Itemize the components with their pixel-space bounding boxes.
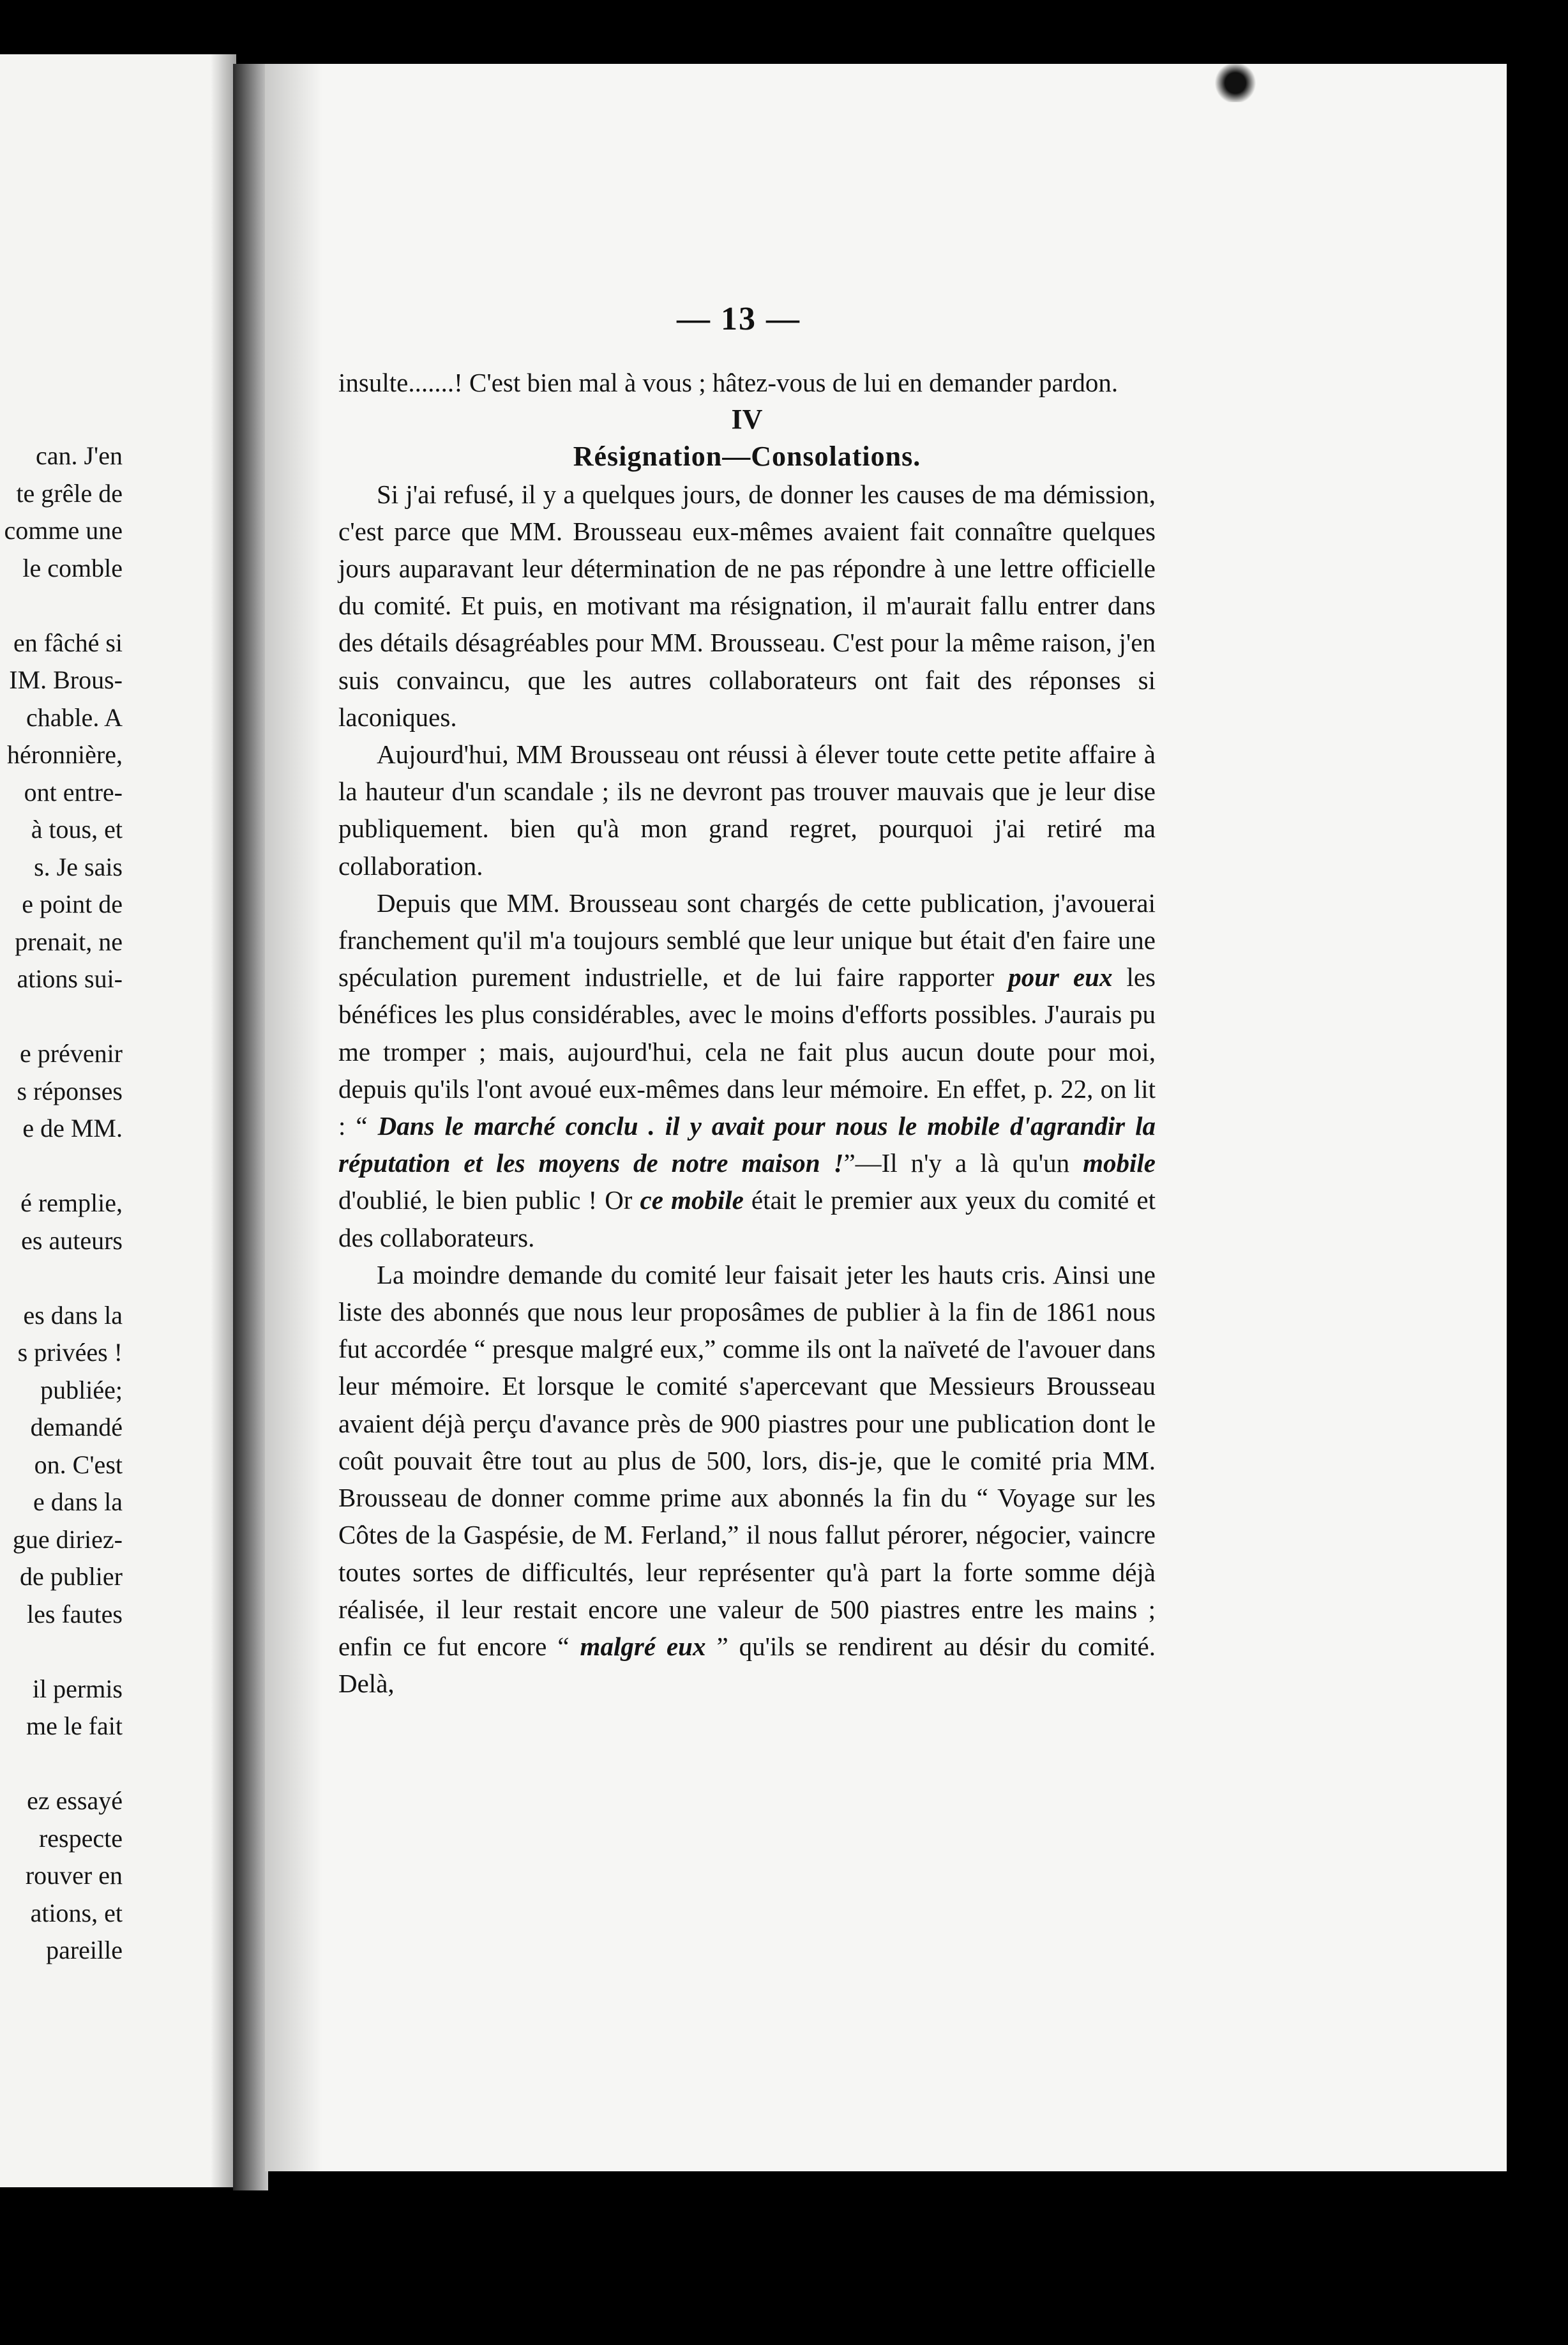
previous-page-line: es dans la bbox=[23, 1300, 123, 1330]
previous-page-line: e de MM. bbox=[22, 1114, 123, 1142]
previous-page-line: e point de bbox=[22, 890, 123, 918]
line-gap bbox=[4, 1259, 123, 1297]
paragraph-3-text-b: les bénéfices les plus considérables, avec le moins d'efforts possibles. J'aurais pu me tromper ; mais, aujourd'hui, cela ne fait plus aucun doute pour moi, depuis qu'ils l'ont avoué eux-mêmes dans leur mémoire. En effet, p. 22, on lit : “ bbox=[338, 962, 1156, 1141]
page-body bbox=[338, 364, 1156, 1702]
previous-page-line: chable. A bbox=[26, 702, 123, 732]
opening-paragraph: insulte.......! C'est bien mal à vous ; hâtez-vous de lui en demander pardon. bbox=[338, 368, 1119, 397]
previous-page-line: il permis bbox=[32, 1674, 123, 1703]
previous-page-line: rouver en bbox=[25, 1861, 123, 1890]
previous-page-line: comme une bbox=[4, 516, 123, 545]
previous-page-line: le comble bbox=[22, 553, 123, 582]
previous-page-fragment bbox=[0, 54, 236, 2187]
previous-page-line: demandé bbox=[30, 1413, 123, 1441]
paragraph-4-text-a: La moindre demande du comité leur faisait jeter les hauts cris. Ainsi une liste des abonnés que nous leur proposâmes de publier à la fin de 1861 nous fut accordée “ presque malgré eux,” comme ils ont la naïveté de l'avouer dans leur mémoire. Et lorsque le comité s'apercevant que Messieurs Brousseau avaient déjà perçu d'avance près de 900 piastres pour une publication dont le coût pouvait être tout au plus de 500, lors, dis-je, que le comité pria MM. Brousseau de donner comme prime aux abonnés la fin du “ Voyage sur les Côtes de la Gaspésie, de M. Ferland,” il nous fallut pérorer, négocier, vaincre toutes sortes de difficultés, leur représenter qu'à part la forte somme déjà réalisée, il leur restait encore une valeur de 500 piastres entre les mains ; enfin ce fut encore “ bbox=[338, 1259, 1156, 1661]
previous-page-line: ations sui- bbox=[17, 964, 123, 993]
previous-page-line: respecte bbox=[38, 1823, 123, 1853]
previous-page-line: on. C'est bbox=[34, 1450, 123, 1479]
paragraph-3 bbox=[338, 884, 1156, 1256]
line-gap bbox=[4, 1745, 123, 1783]
previous-page-line: prenait, ne bbox=[15, 927, 123, 956]
emphasis-pour-eux: pour eux bbox=[1008, 962, 1113, 992]
book-gutter bbox=[233, 64, 268, 2190]
ink-blot bbox=[1213, 64, 1258, 102]
previous-page-line: can. J'en bbox=[35, 441, 123, 470]
previous-page-line: e prévenir bbox=[19, 1039, 123, 1068]
previous-page-line: ont entre- bbox=[24, 777, 123, 807]
previous-page-line: IM. Brous- bbox=[9, 665, 123, 694]
paragraph-3-text-a: Depuis que MM. Brousseau sont chargés de cette publication, j'avouerai franchement qu'il m'a toujours semblé que leur unique but était d'en faire une spéculation purement industrielle, et de lui faire rapporter bbox=[338, 888, 1156, 992]
previous-page-line: de publier bbox=[19, 1562, 123, 1591]
previous-page-line: e dans la bbox=[33, 1487, 123, 1516]
paragraph-4 bbox=[338, 1256, 1156, 1702]
previous-page-line: me le fait bbox=[26, 1711, 123, 1740]
previous-page-line: s. Je sais bbox=[34, 852, 123, 881]
previous-page-line: publiée; bbox=[40, 1375, 123, 1404]
previous-page-text bbox=[4, 437, 123, 1969]
section-title: Résignation—Consolations. bbox=[573, 441, 921, 473]
previous-page-line: en fâché si bbox=[13, 628, 123, 657]
emphasis-ce-mobile: ce mobile bbox=[640, 1185, 744, 1215]
line-gap bbox=[4, 587, 123, 625]
page-number: — 13 — bbox=[677, 301, 801, 337]
previous-page-line: ations, et bbox=[30, 1898, 123, 1927]
page-edge-shadow bbox=[265, 64, 322, 2171]
paragraph-1: Si j'ai refusé, il y a quelques jours, de donner les causes de ma démission, c'est parce que MM. Brousseau eux-mêmes avaient fait connaître quelques jours auparavant leur détermination de ne pas répondre à une lettre officielle du comité. Et puis, en motivant ma résignation, il m'aurait fallu entrer dans des détails désagréables pour MM. Brousseau. C'est pour la même raison, j'en suis convaincu, que les autres collaborateurs ont fait des réponses si laconiques. bbox=[338, 479, 1156, 732]
paragraph-3-text-d: d'oublié, le bien public ! Or bbox=[338, 1185, 640, 1215]
emphasis-mobile: mobile bbox=[1083, 1148, 1156, 1178]
previous-page-line: te grêle de bbox=[16, 478, 123, 508]
emphasis-quotation: Dans le marché conclu . il y avait pour nous le mobile d'agrandir la réputation et les moyens de notre maison ! bbox=[338, 1111, 1156, 1178]
paragraph-3-text-e: était le premier aux yeux du comité et des collaborateurs. bbox=[338, 1185, 1156, 1252]
paragraph-4-text-b: ” qu'ils se rendirent au désir du comité. Delà, bbox=[338, 1631, 1156, 1699]
previous-page-line: les fautes bbox=[27, 1599, 123, 1628]
previous-page-line: s privées ! bbox=[17, 1338, 123, 1367]
paragraph-3-text-c: ”—Il n'y a là qu'un bbox=[843, 1148, 1083, 1178]
previous-page-line: es auteurs bbox=[21, 1226, 123, 1255]
previous-page-line: s réponses bbox=[17, 1076, 123, 1105]
line-gap bbox=[4, 998, 123, 1036]
previous-page-line: ez essayé bbox=[27, 1786, 123, 1815]
page-fold-shadow bbox=[211, 54, 236, 2187]
previous-page-line: é remplie, bbox=[20, 1188, 123, 1217]
previous-page-line: héronnière, bbox=[6, 740, 123, 769]
previous-page-line: gue diriez- bbox=[12, 1524, 123, 1554]
section-numeral: IV bbox=[731, 404, 763, 436]
line-gap bbox=[4, 1633, 123, 1671]
emphasis-malgre-eux: malgré eux bbox=[580, 1631, 706, 1661]
line-gap bbox=[4, 1148, 123, 1185]
previous-page-line: à tous, et bbox=[31, 815, 123, 844]
paragraph-2: Aujourd'hui, MM Brousseau ont réussi à élever toute cette petite affaire à la hauteur d'un scandale ; ils ne devront pas trouver mauvais que je leur dise publiquement. bien qu'à mon grand regret, pourquoi j'ai retiré ma collaboration. bbox=[338, 740, 1156, 881]
previous-page-line: pareille bbox=[46, 1936, 123, 1964]
